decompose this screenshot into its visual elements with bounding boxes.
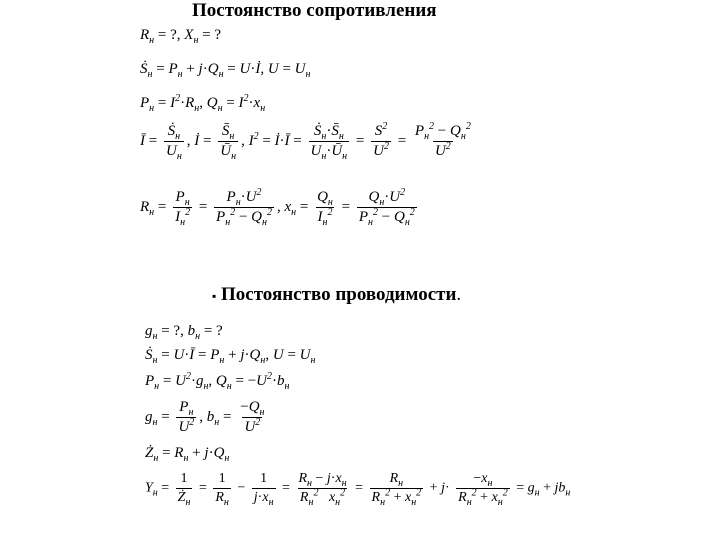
equation-current: Ī = $\frac{Ṡ_н}{U_н}$ , İ = $\frac{S̄_н}{Ū_н}$ , $I^2$ = İ·Ī = $\frac{Ṡ_н\cdot S̄_н}{U_н\cdot Ū_н}$ = $\frac{S^2}{U^2}$ = $\frac{P_н^2 - Q_н^2}{U^2}$ — [140, 121, 471, 162]
equation-impedance: $Ż_н = R_н + j\cdot Q_н$ — [145, 445, 230, 464]
equation-resistance-reactance: $R_н$ = $\frac{P_н}{I_н^2}$ = $\frac{P_н\cdot U^2}{P_н^2 - Q_н^2}$ , $x_н$ = $\frac{Q_н}{I_н^2}$ = $\frac{Q_н\cdot U^2}{P_н^2 - Q_н^2}$ — [140, 187, 415, 228]
equation-conductance-susceptance: $g_н$ = $\frac{P_н}{U^2}$ , $b_н$ = $\frac{-Q_н}{U^2}$ — [145, 399, 265, 435]
bullet-icon: ▪ — [212, 289, 217, 303]
equation-complex-power-2: Ṡ$_н$ = U·Ī = $P_н + j\cdot Q_н$, $U = U_н$ — [145, 347, 316, 366]
equation-active-reactive-power-2: $P_н = U^2\cdot g_н$, $Q_н = -U^2\cdot b_н$ — [145, 371, 290, 392]
equation-active-reactive-power: $P_н = I^2\cdot R_н$, $Q_н = I^2\cdot x_н$ — [140, 93, 266, 114]
section-title-resistance: Постоянство сопротивления — [192, 0, 437, 21]
section-title-text: Постоянство проводимости — [221, 284, 457, 305]
title-punctuation: . — [456, 284, 462, 305]
equation-unknowns-g-b: $g_н$ = ?, $b_н$ = ? — [145, 323, 223, 342]
equation-admittance: $Y_н$ = $\frac{1}{Ż_н}$ = $\frac{1}{R_н}$ − $\frac{1}{j\cdot x_н}$ = $\frac{R_н - j\cdot x_н}{R_н^2 x_н^2}$ = $\frac{R_н}{R_н^2 + x_н^2}$ + j· $\frac{-x_н}{R_н^2 + x_н^2}$ = $g_н + jb_н$ — [145, 471, 571, 508]
equation-unknowns-r-x: $R_н$ = ?, $X_н$ = ? — [140, 27, 222, 46]
section-title-conductance — [212, 284, 461, 306]
equation-complex-power: Ṡ$_н$ = $P_н + j\cdot Q_н$ = U·İ, $U = U_н$ — [140, 61, 311, 80]
